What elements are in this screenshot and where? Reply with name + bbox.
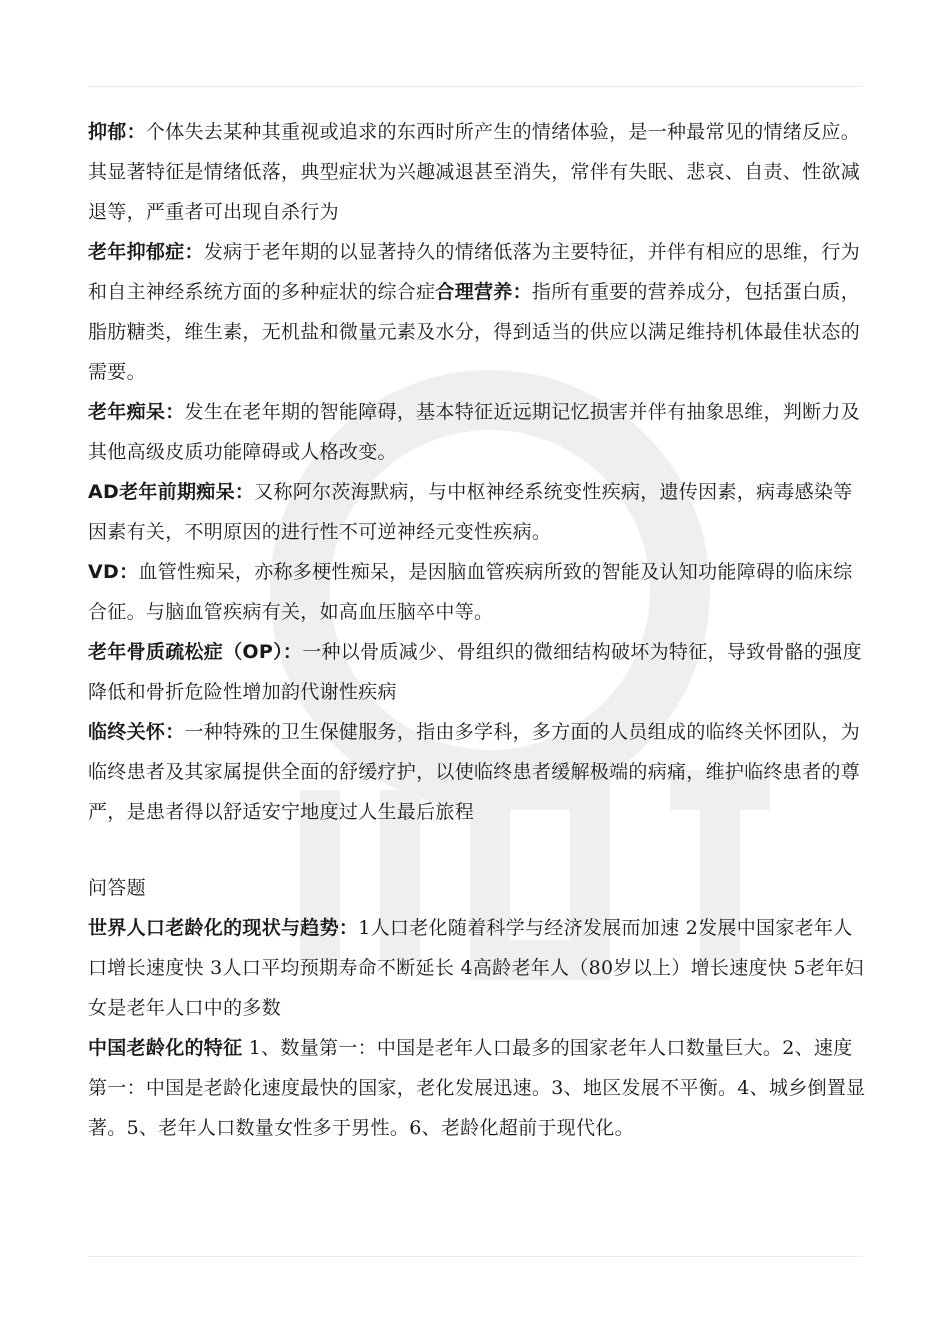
term-definition: 指所有重要的营养成分，包括蛋白质，脂肪糖类，维生素，无机盐和微量元素及水分，得到适当的供应以满足维持机体最佳状态的需要。 xyxy=(88,281,861,383)
entry-geriatric-depression xyxy=(88,232,868,392)
term-label: VD： xyxy=(88,561,139,583)
answer-text: 1、数量第一：中国是老年人口最多的国家老年人口数量巨大。2、速度第一：中国是老龄化速度最快的国家，老化发展迅速。3、地区发展不平衡。4、城乡倒置显著。5、老年人口数量女性多于男性。6、老龄化超前于现代化。 xyxy=(88,1037,866,1139)
term-label: 临终关怀： xyxy=(88,721,185,743)
footer-rule xyxy=(88,1256,862,1257)
term-definition: 一种特殊的卫生保健服务，指由多学科，多方面的人员组成的临终关怀团队，为临终患者及其家属提供全面的舒缓疗护，以使临终患者缓解极端的病痛，维护临终患者的尊严，是患者得以舒适安宁地度过人生最后旅程 xyxy=(88,721,861,823)
entry-vd xyxy=(88,552,868,632)
document-body xyxy=(88,112,868,1148)
section-heading: 问答题 xyxy=(88,877,146,899)
term-label: 老年痴呆： xyxy=(88,401,185,423)
term-label: 合理营养： xyxy=(435,281,532,303)
header-rule xyxy=(88,86,862,87)
term-definition: 个体失去某种其重视或追求的东西时所产生的情绪体验，是一种最常见的情绪反应。其显著特征是情绪低落，典型症状为兴趣减退甚至消失，常伴有失眠、悲哀、自责、性欲减退等，严重者可出现自杀行为 xyxy=(88,121,861,223)
qa-china-aging xyxy=(88,1028,868,1148)
term-definition: 血管性痴呆，亦称多梗性痴呆，是因脑血管疾病所致的智能及认知功能障碍的临床综合征。与脑血管疾病有关，如高血压脑卒中等。 xyxy=(88,561,853,623)
section-gap xyxy=(88,832,868,868)
term-definition: 发生在老年期的智能障碍，基本特征近远期记忆损害并伴有抽象思维，判断力及其他高级皮质功能障碍或人格改变。 xyxy=(88,401,861,463)
entry-senile-dementia xyxy=(88,392,868,472)
term-definition: 一种以骨质减少、骨组织的微细结构破坏为特征，导致骨骼的强度降低和骨折危险性增加韵代谢性疾病 xyxy=(88,641,862,703)
qa-world-aging xyxy=(88,908,868,1028)
answer-text: 1人口老化随着科学与经济发展而加速 2发展中国家老年人口增长速度快 3人口平均预期寿命不断延长 4高龄老年人（80岁以上）增长速度快 5老年妇女是老年人口中的多数 xyxy=(88,917,864,1019)
term-label: AD老年前期痴呆： xyxy=(88,481,255,503)
term-label: 老年骨质疏松症（OP）： xyxy=(88,641,303,663)
entry-ad xyxy=(88,472,868,552)
entry-hospice xyxy=(88,712,868,832)
question-label: 中国老龄化的特征 xyxy=(88,1037,243,1059)
term-definition: 又称阿尔茨海默病，与中枢神经系统变性疾病，遗传因素，病毒感染等因素有关，不明原因的进行性不可逆神经元变性疾病。 xyxy=(88,481,853,543)
question-label: 世界人口老龄化的现状与趋势： xyxy=(88,917,359,939)
entry-osteoporosis xyxy=(88,632,868,712)
term-label: 抑郁： xyxy=(88,121,146,143)
entry-depression xyxy=(88,112,868,232)
term-label: 老年抑郁症： xyxy=(88,241,204,263)
term-definition: 发病于老年期的以显著持久的情绪低落为主要特征，并伴有相应的思维，行为和自主神经系统方面的多种症状的综合症 xyxy=(88,241,861,303)
